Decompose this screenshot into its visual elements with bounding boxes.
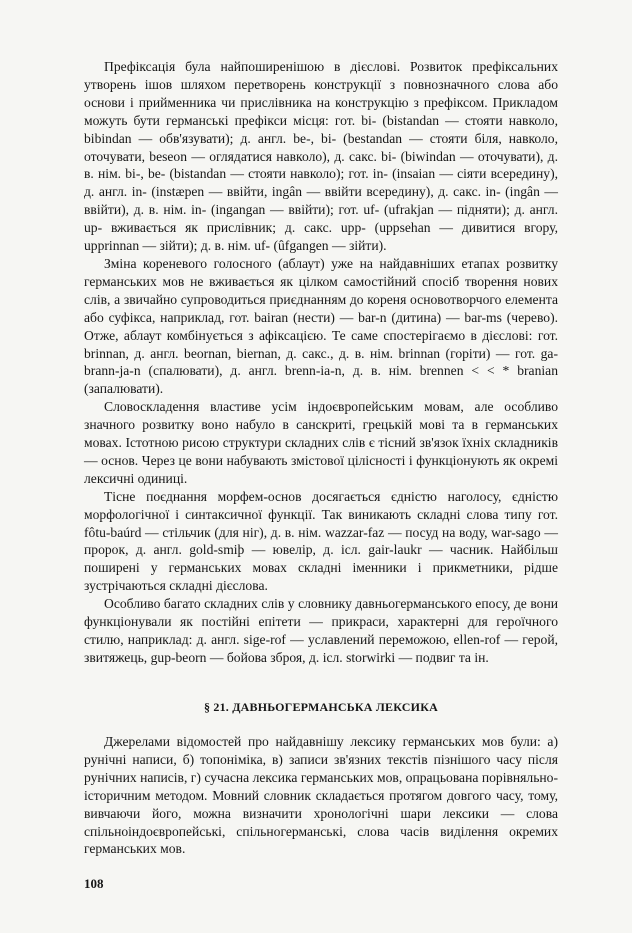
section-heading: § 21. ДАВНЬОГЕРМАНСЬКА ЛЕКСИКА	[204, 700, 438, 714]
page-number: 108	[84, 876, 104, 891]
paragraph-compounding: Словоскладення властиве усім індоєвропейським мовам, але особливо значного розвитку воно набуло в санскриті, грецькій мові та в германських мовах. Істотною рисою структури складних слів є тісний зв'язок їхніх складників — основ. Через це вони набувають змістової цілісності і функціонують як окремі лексичні одиниці.	[84, 399, 558, 486]
paragraph-sources: Джерелами відомостей про найдавнішу лексику германських мов були: а) рунічні написи, б) топоніміка, в) записи зв'язних текстів пізнішого часу після рунічних написів, г) сучасна лексика германських мов, опрацьована порівняльно-історичним методом. Мовний словник складається протягом довгого часу, тому, вивчаючи його, можна визначити хронологічні шари лексики — слова спільноіндоєвропейські, спільногерманські, слова часів виділення окремих германських мов.	[84, 734, 558, 857]
section-text	[84, 733, 558, 858]
paragraph-epic-compounds: Особливо багато складних слів у словнику давньогерманського епосу, де вони функціонували як постійні епітети — прикраси, характерні для героїчного стилю, наприклад: д. англ. sige-rof — уславлений переможою, ellen-rof — герой, звитяжець, gup-beorn — бойова зброя, д. ісл. storwirki — подвиг та ін.	[84, 596, 558, 665]
paragraph-morpheme-union: Тісне поєднання морфем-основ досягається єдністю наголосу, єдністю морфологічної і синтаксичної функції. Так виникають складні слова типу гот. fôtu-baúrd — стільчик (для ніг), д. в. нім. wazzar-faz — посуд на воду, war-sago — пророк, д. англ. gold-smiþ — ювелір, д. ісл. gair-laukr — часник. Найбільш поширені у германських мовах складні іменники і прикметники, рідше зустрічаються складні дієслова.	[84, 488, 558, 594]
paragraph-prefixation: Префіксація була найпоширенішою в дієслові. Розвиток префіксальних утворень ішов шляхом перетворень конструкції з повнозначного слова або основи і прийменника чи прислівника на конструкцію з префіксом. Прикладом можуть бути германські префікси місця: гот. bi- (bistandan — стояти навколо, bibindan — обв'язувати); д. англ. be-, bi- (bestandan — стояти біля, навколо, оточувати, beseon — оглядатися навколо), д. сакс. bi- (biwindan — оточувати), д. в. нім. bi-, be- (bistandan — стояти навколо); гот. in- (insaian — сіяти всередину), д. англ. in- (instæpen — ввійти, ingân — ввійти всередину), д. сакс. in- (ingân — ввійти), д. в. нім. in- (ingangan — ввійти); гот. uf- (ufrakjan — підняти); д. англ. up- вживається як прислівник; д. сакс. upp- (uppsehan — дивитися вгору, upprinnan — зійти); д. в. нім. uf- (ûfgangen — зійти).	[84, 59, 558, 254]
main-text	[84, 58, 558, 667]
paragraph-ablaut: Зміна кореневого голосного (аблаут) уже на найдавніших етапах розвитку германських мов не вживається як цілком самостійний спосіб творення нових слів, а звичайно супроводиться приєднанням до кореня основотворчого елемента або суфікса, наприклад, гот. bairan (нести) — bar-n (дитина) — bar-ms (черево). Отже, аблаут комбінується з афіксацією. Те саме спостерігаємо в дієслові: гот. brinnan, д. англ. beornan, biernan, д. сакс., д. в. нім. brinnan (горіти) — гот. ga-brann-ja-n (спалювати), д. англ. brenn-ia-n, д. в. нім. brennen < < * branian (запалювати).	[84, 255, 558, 397]
